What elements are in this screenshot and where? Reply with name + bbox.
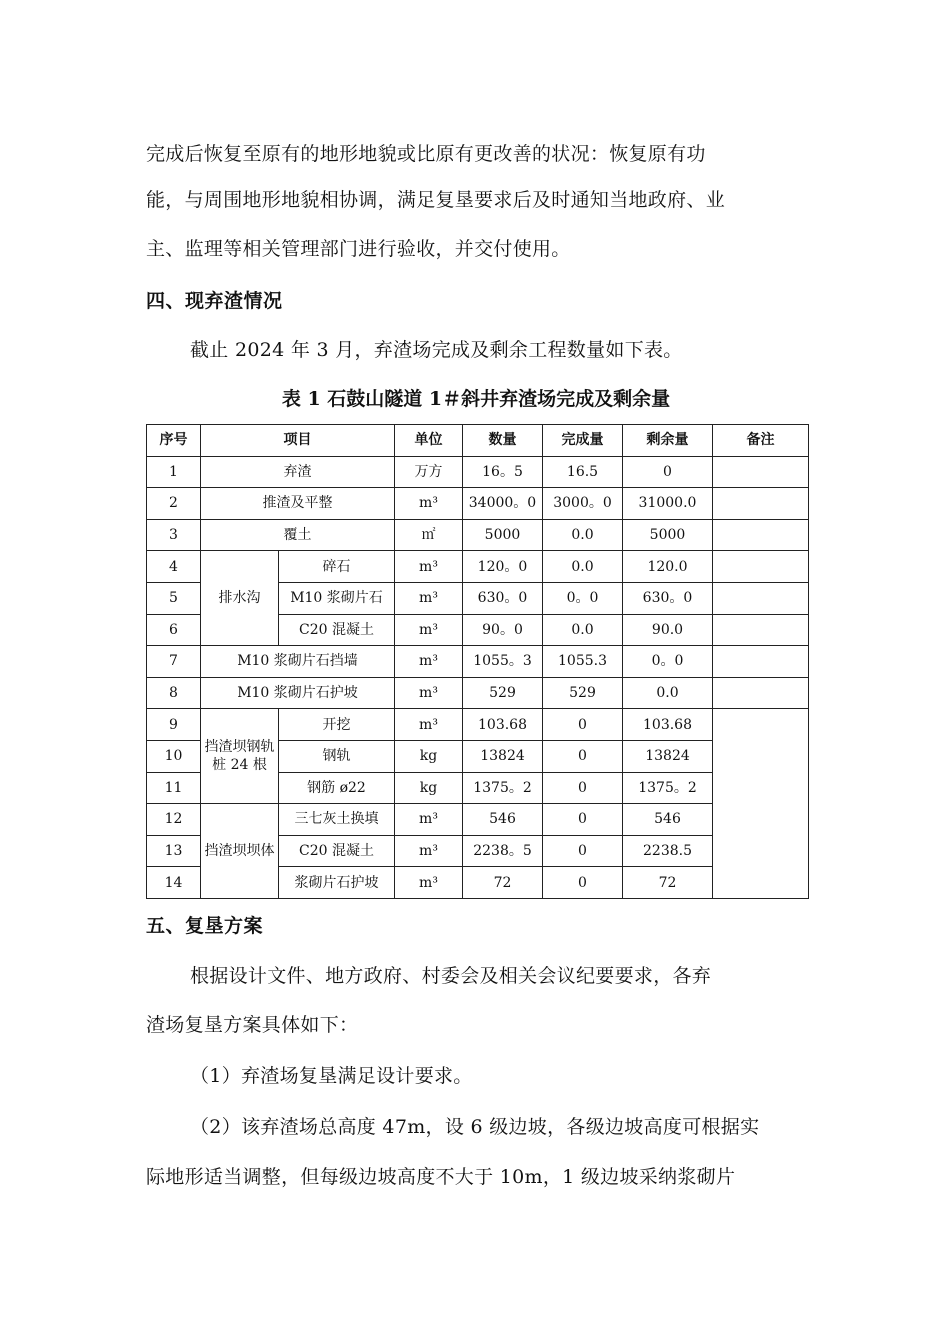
cell-qty: 529	[463, 677, 543, 709]
cell-remain: 546	[623, 804, 713, 836]
cell-done: 0。0	[543, 582, 623, 614]
cell-qty: 546	[463, 804, 543, 836]
cell-no: 4	[147, 551, 201, 583]
table-row	[147, 804, 809, 836]
cell-item: 钢筋 ø22	[279, 772, 395, 804]
table-row	[147, 677, 809, 709]
cell-no: 1	[147, 456, 201, 488]
cell-item: C20 混凝土	[279, 835, 395, 867]
cell-note	[713, 456, 809, 488]
cell-no: 14	[147, 867, 201, 899]
cell-unit: m³	[395, 835, 463, 867]
cell-unit: kg	[395, 772, 463, 804]
group-dam-body: 挡渣坝坝体	[201, 804, 279, 899]
cell-remain: 72	[623, 867, 713, 899]
cell-note-merged	[713, 709, 809, 899]
group-drainage: 排水沟	[201, 551, 279, 646]
cell-item: 钢轨	[279, 740, 395, 772]
cell-no: 13	[147, 835, 201, 867]
cell-done: 0.0	[543, 551, 623, 583]
cell-note	[713, 551, 809, 583]
cell-note	[713, 582, 809, 614]
group-rail-piles: 挡渣坝钢轨桩 24 根	[201, 709, 279, 804]
cell-qty: 34000。0	[463, 488, 543, 520]
cell-item: M10 浆砌片石	[279, 582, 395, 614]
table-row	[147, 456, 809, 488]
table-row	[147, 646, 809, 678]
cell-no: 12	[147, 804, 201, 836]
cell-item: M10 浆砌片石护坡	[201, 677, 395, 709]
cell-no: 5	[147, 582, 201, 614]
cell-done: 529	[543, 677, 623, 709]
cell-done: 0	[543, 867, 623, 899]
cell-qty: 90。0	[463, 614, 543, 646]
cell-unit: m³	[395, 804, 463, 836]
cell-done: 0	[543, 740, 623, 772]
cell-item: 碎石	[279, 551, 395, 583]
cell-qty: 103.68	[463, 709, 543, 741]
cell-qty: 13824	[463, 740, 543, 772]
table-row	[147, 519, 809, 551]
cell-unit: m³	[395, 867, 463, 899]
cell-no: 8	[147, 677, 201, 709]
cell-qty: 2238。5	[463, 835, 543, 867]
table-header-row	[147, 425, 809, 457]
cell-item: 开挖	[279, 709, 395, 741]
cell-remain: 630。0	[623, 582, 713, 614]
cell-item: 推渣及平整	[201, 488, 395, 520]
cell-qty: 5000	[463, 519, 543, 551]
cell-note	[713, 519, 809, 551]
cell-remain: 120.0	[623, 551, 713, 583]
section-heading-5: 五、复垦方案	[146, 915, 264, 937]
cell-unit: m³	[395, 677, 463, 709]
cell-no: 6	[147, 614, 201, 646]
cell-no: 3	[147, 519, 201, 551]
section-5-paragraph-line: 渣场复垦方案具体如下：	[146, 1014, 359, 1036]
cell-done: 0	[543, 709, 623, 741]
cell-no: 11	[147, 772, 201, 804]
cell-qty: 1375。2	[463, 772, 543, 804]
cell-item: 浆砌片石护坡	[279, 867, 395, 899]
header-cell: 数量	[463, 425, 543, 457]
cell-unit: m³	[395, 646, 463, 678]
cell-item: 覆土	[201, 519, 395, 551]
cell-done: 3000。0	[543, 488, 623, 520]
cell-unit: m³	[395, 709, 463, 741]
section-5-paragraph-line: 根据设计文件、地方政府、村委会及相关会议纪要要求，各弃	[190, 965, 712, 987]
section-heading-4: 四、现弃渣情况	[146, 290, 283, 312]
cell-item: 弃渣	[201, 456, 395, 488]
cell-unit: m³	[395, 488, 463, 520]
cell-remain: 103.68	[623, 709, 713, 741]
cell-remain: 5000	[623, 519, 713, 551]
cell-done: 0.0	[543, 614, 623, 646]
cell-qty: 16。5	[463, 456, 543, 488]
table-row	[147, 551, 809, 583]
cell-done: 0	[543, 804, 623, 836]
header-cell: 剩余量	[623, 425, 713, 457]
cell-unit: ㎡	[395, 519, 463, 551]
cell-no: 2	[147, 488, 201, 520]
cell-unit: 万方	[395, 456, 463, 488]
body-paragraph-line: 主、监理等相关管理部门进行验收，并交付使用。	[146, 238, 571, 260]
cell-qty: 630。0	[463, 582, 543, 614]
cell-qty: 72	[463, 867, 543, 899]
body-paragraph-line: 能，与周围地形地貌相协调，满足复垦要求后及时通知当地政府、业	[146, 189, 726, 211]
quantity-table	[146, 424, 809, 899]
cell-unit: m³	[395, 614, 463, 646]
body-paragraph-line: 完成后恢复至原有的地形地貌或比原有更改善的状况：恢复原有功	[146, 143, 706, 165]
header-cell: 备注	[713, 425, 809, 457]
cell-note	[713, 614, 809, 646]
cell-item: M10 浆砌片石挡墙	[201, 646, 395, 678]
header-cell: 项目	[201, 425, 395, 457]
list-item-1: （1）弃渣场复垦满足设计要求。	[190, 1065, 473, 1087]
header-cell: 序号	[147, 425, 201, 457]
section-4-intro: 截止 2024 年 3 月，弃渣场完成及剩余工程数量如下表。	[190, 339, 683, 361]
cell-remain: 0。0	[623, 646, 713, 678]
header-cell: 完成量	[543, 425, 623, 457]
cell-item: 三七灰土换填	[279, 804, 395, 836]
cell-done: 0	[543, 772, 623, 804]
table-row	[147, 709, 809, 741]
cell-done: 0	[543, 835, 623, 867]
cell-remain: 2238.5	[623, 835, 713, 867]
header-cell: 单位	[395, 425, 463, 457]
cell-item: C20 混凝土	[279, 614, 395, 646]
cell-no: 10	[147, 740, 201, 772]
cell-done: 1055.3	[543, 646, 623, 678]
cell-qty: 1055。3	[463, 646, 543, 678]
cell-remain: 13824	[623, 740, 713, 772]
cell-remain: 90.0	[623, 614, 713, 646]
cell-remain: 0	[623, 456, 713, 488]
cell-unit: m³	[395, 551, 463, 583]
cell-done: 16.5	[543, 456, 623, 488]
list-item-2-continued: 际地形适当调整，但每级边坡高度不大于 10m，1 级边坡采纳浆砌片	[146, 1166, 736, 1188]
cell-no: 9	[147, 709, 201, 741]
cell-unit: kg	[395, 740, 463, 772]
list-item-2: （2）该弃渣场总高度 47m，设 6 级边坡，各级边坡高度可根据实	[190, 1116, 760, 1138]
table-row	[147, 488, 809, 520]
cell-remain: 0.0	[623, 677, 713, 709]
cell-no: 7	[147, 646, 201, 678]
cell-note	[713, 488, 809, 520]
cell-remain: 1375。2	[623, 772, 713, 804]
cell-unit: m³	[395, 582, 463, 614]
cell-qty: 120。0	[463, 551, 543, 583]
cell-note	[713, 677, 809, 709]
cell-done: 0.0	[543, 519, 623, 551]
cell-remain: 31000.0	[623, 488, 713, 520]
cell-note	[713, 646, 809, 678]
table-title: 表 1 石鼓山隧道 1＃斜井弃渣场完成及剩余量	[281, 388, 671, 410]
